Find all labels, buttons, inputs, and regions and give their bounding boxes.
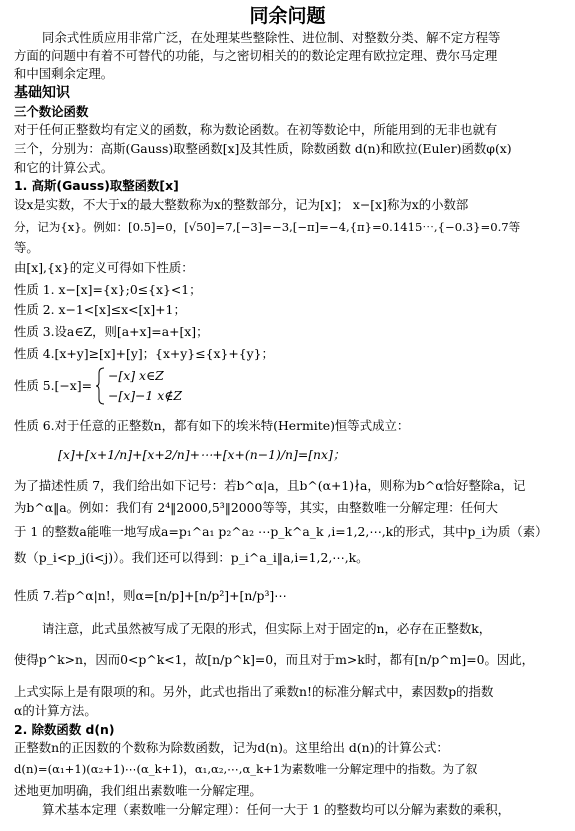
paragraph-line: 由[x],{x}的定义可得如下性质：: [14, 260, 194, 275]
intro-line-3: 和中国剩余定理。: [14, 66, 114, 81]
paragraph-line: 使得p^k>n，因而0<p^k<1，故[n/p^k]=0，而且对于m>k时，都有[n/p^m]=0。因此，: [14, 652, 535, 667]
paragraph-line: 对于任何正整数均有定义的函数，称为数论函数。在初等数论中，所能用到的无非也就有: [14, 122, 498, 137]
paragraph-line: 三个，分别为：高斯(Gauss)取整函数[x]及其性质，除数函数 d(n)和欧拉(Euler)函数φ(x): [14, 141, 512, 156]
paragraph-line: d(n)=(α₁+1)(α₂+1)⋯(α_k+1)，α₁,α₂,⋯,α_k+1为素数唯一分解定理中的指数。为了叙: [14, 762, 478, 776]
property-5: 性质 5.[−x]=: [14, 378, 92, 393]
intro-line-2: 方面的问题中有着不可替代的功能，与之密切相关的的数论定理有欧拉定理、费尔马定理: [14, 48, 498, 63]
paragraph-line: 为b^α‖a。例如：我们有 2⁴‖2000,5³‖2000等等，其实，由整数唯一分解定理：任何大: [14, 500, 498, 515]
intro-line-1: 同余式性质应用非常广泛，在处理某些整除性、进位制、对整数分类、解不定方程等: [42, 30, 501, 45]
paragraph-line: 正整数n的正因数的个数称为除数函数，记为d(n)。这里给出 d(n)的计算公式：: [14, 740, 449, 755]
property-7: 性质 7.若p^α|n!，则α=[n/p]+[n/p²]+[n/p³]⋯: [14, 588, 287, 603]
paragraph-line: 和它的计算公式。: [14, 160, 114, 175]
left-brace-icon: [95, 367, 105, 405]
paragraph-line: 等。: [14, 240, 39, 255]
paragraph-line: α的计算方法。: [14, 703, 97, 718]
paragraph-line: 设x是实数，不大于x的最大整数称为x的整数部分，记为[x]； x−[x]称为x的小数部: [14, 197, 469, 212]
case-2: −[x]−1 x∉Z: [108, 388, 183, 403]
gauss-heading: 1. 高斯(Gauss)取整函数[x]: [14, 178, 179, 193]
page-title: 同余问题: [249, 5, 326, 27]
paragraph-line: 请注意，此式虽然被写成了无限的形式，但实际上对于固定的n，必存在正整数k，: [42, 621, 492, 636]
section-heading: 基础知识: [14, 85, 70, 101]
hermite-identity: [x]+[x+1/n]+[x+2/n]+⋯+[x+(n−1)/n]=[nx]；: [58, 447, 346, 462]
property-6: 性质 6.对于任意的正整数n，都有如下的埃米特(Hermite)恒等式成立：: [14, 418, 410, 433]
paragraph-line: 述地更加明确，我们组出素数唯一分解定理。: [14, 783, 262, 798]
paragraph-line: 为了描述性质 7，我们给出如下记号：若b^α|a，且b^(α+1)∤a，则称为b^α恰好整除a，记: [14, 478, 526, 493]
property-2: 性质 2. x−1<[x]≤x<[x]+1；: [14, 302, 186, 317]
subsection-heading: 三个数论函数: [14, 104, 89, 119]
property-3: 性质 3.设a∈Z，则[a+x]=a+[x]；: [14, 324, 209, 339]
case-1: −[x] x∈Z: [108, 368, 164, 383]
paragraph-line: 于 1 的整数a能唯一地写成a=p₁^a₁ p₂^a₂ ⋯p_k^a_k ,i=1,2,⋯,k的形式，其中p_i为质（素）: [14, 524, 548, 539]
property-4: 性质 4.[x+y]≥[x]+[y]；{x+y}≤{x}+{y}；: [14, 346, 274, 361]
paragraph-line: 数（p_i<p_j(i<j)）。我们还可以得到：p_i^a_i‖a,i=1,2,⋯,k。: [14, 550, 369, 565]
property-1: 性质 1. x−[x]={x};0≤{x}<1；: [14, 282, 202, 297]
theorem-line: 算术基本定理（素数唯一分解定理）：任何一大于 1 的整数均可以分解为素数的乘积，: [42, 802, 511, 817]
paragraph-line: 分，记为{x}。例如：[0.5]=0，[√50]=7,[−3]=−3,[−π]=−4,{π}=0.1415⋯,{−0.3}=0.7等: [14, 220, 521, 234]
divisor-heading: 2. 除数函数 d(n): [14, 722, 115, 737]
paragraph-line: 上式实际上是有限项的和。另外，此式也指出了乘数n!的标准分解式中，素因数p的指数: [14, 684, 494, 699]
